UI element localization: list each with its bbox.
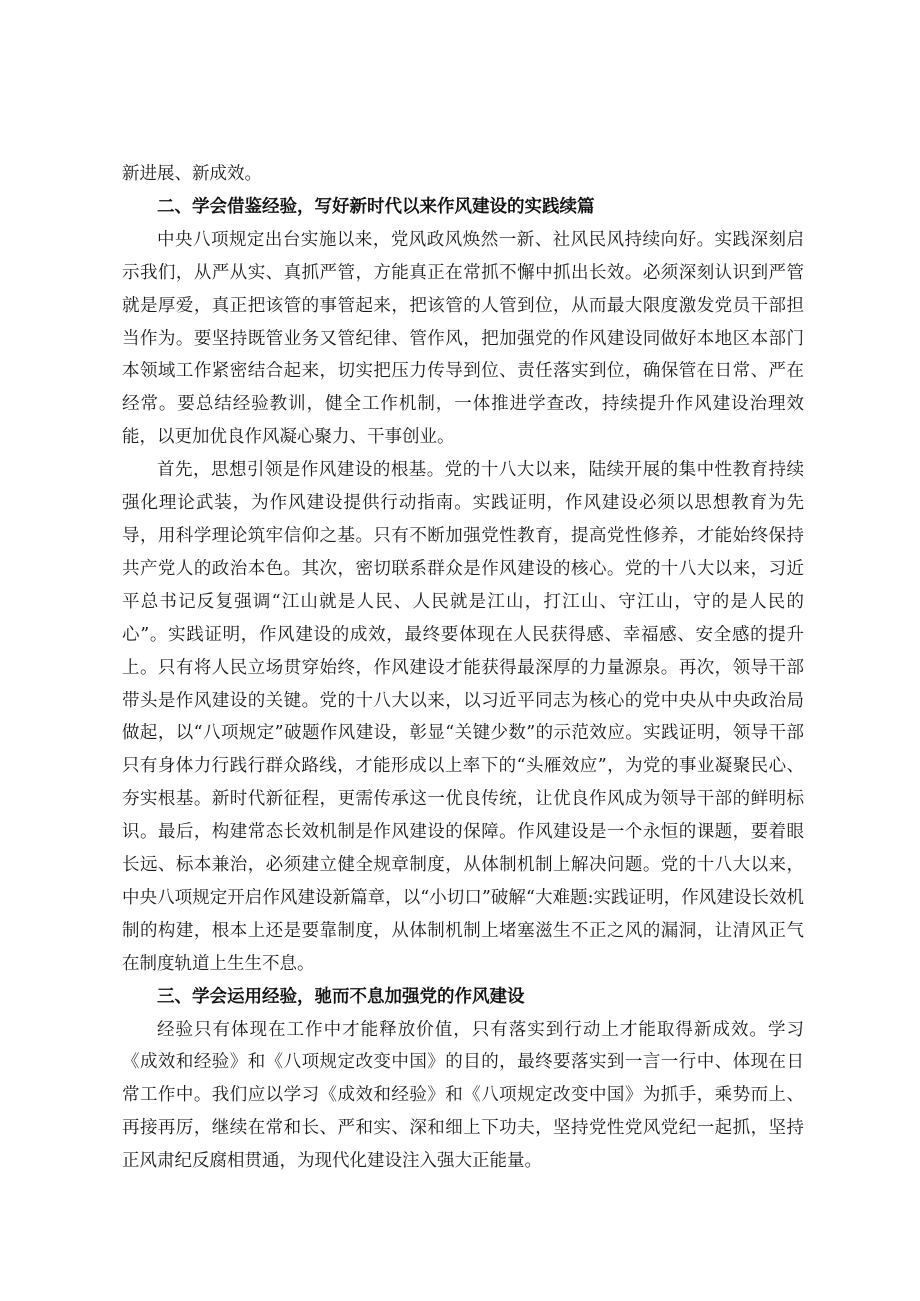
body-paragraph-3: 经验只有体现在工作中才能释放价值，只有落实到行动上才能取得新成效。学习《成效和经验》和《八项规定改变中国》的目的，最终要落实到一言一行中、体现在日常工作中。我们应以学习《成效和经验》和《八项规定改变中国》为抓手，乘势而上、再接再厉，继续在常和长、严和实、深和细上下功夫，坚持党性党风党纪一起抓，坚持正风肃纪反腐相贯通，为现代化建设注入强大正能量。 [122,1019,804,1172]
body-paragraph-2: 首先，思想引领是作风建设的根基。党的十八大以来，陆续开展的集中性教育持续强化理论武装，为作风建设提供行动指南。实践证明，作风建设必须以思想教育为先导，用科学理论筑牢信仰之基。只有不断加强党性教育，提高党性修养，才能始终保持共产党人的政治本色。其次，密切联系群众是作风建设的核心。党的十八大以来，习近平总书记反复强调“江山就是人民、人民就是江山，打江山、守江山，守的是人民的心”。实践证明，作风建设的成效，最终要体现在人民获得感、幸福感、安全感的提升上。只有将人民立场贯穿始终，作风建设才能获得最深厚的力量源泉。再次，领导干部带头是作风建设的关键。党的十八大以来，以习近平同志为核心的党中央从中央政治局做起，以“八项规定”破题作风建设，彰显“关键少数”的示范效应。实践证明，领导干部只有身体力行践行群众路线，才能形成以上率下的“头雁效应”，为党的事业凝聚民心、夯实根基。新时代新征程，更需传承这一优良传统，让优良作风成为领导干部的鲜明标识。最后，构建常态长效机制是作风建设的保障。作风建设是一个永恒的课题，要着眼长远、标本兼治，必须建立健全规章制度，从体制机制上解决问题。党的十八大以来，中央八项规定开启作风建设新篇章，以“小切口”破解“大难题:实践证明，作风建设长效机制的构建，根本上还是要靠制度，从体制机制上堵塞滋生不正之风的漏洞，让清风正气在制度轨道上生生不息。 [122,460,804,974]
continuation-text: 新进展、新成效。 [122,164,262,184]
body-paragraph-1: 中央八项规定出台实施以来，党风政风焕然一新、社风民风持续向好。实践深刻启示我们，从严从实、真抓严管，方能真正在常抓不懈中抓出长效。必须深刻认识到严管就是厚爱，真正把该管的事管起来，把该管的人管到位，从而最大限度激发党员干部担当作为。要坚持既管业务又管纪律、管作风，把加强党的作风建设同做好本地区本部门本领域工作紧密结合起来，切实把压力传导到位、责任落实到位，确保管在日常、严在经常。要总结经验教训，健全工作机制，一体推进学查改，持续提升作风建设治理效能，以更加优良作风凝心聚力、干事创业。 [122,229,804,448]
document-page [122,158,804,1178]
section-heading-3: 三、学会运用经验，驰而不息加强党的作风建设 [157,986,525,1007]
section-heading-2: 二、学会借鉴经验，写好新时代以来作风建设的实践续篇 [157,196,595,217]
